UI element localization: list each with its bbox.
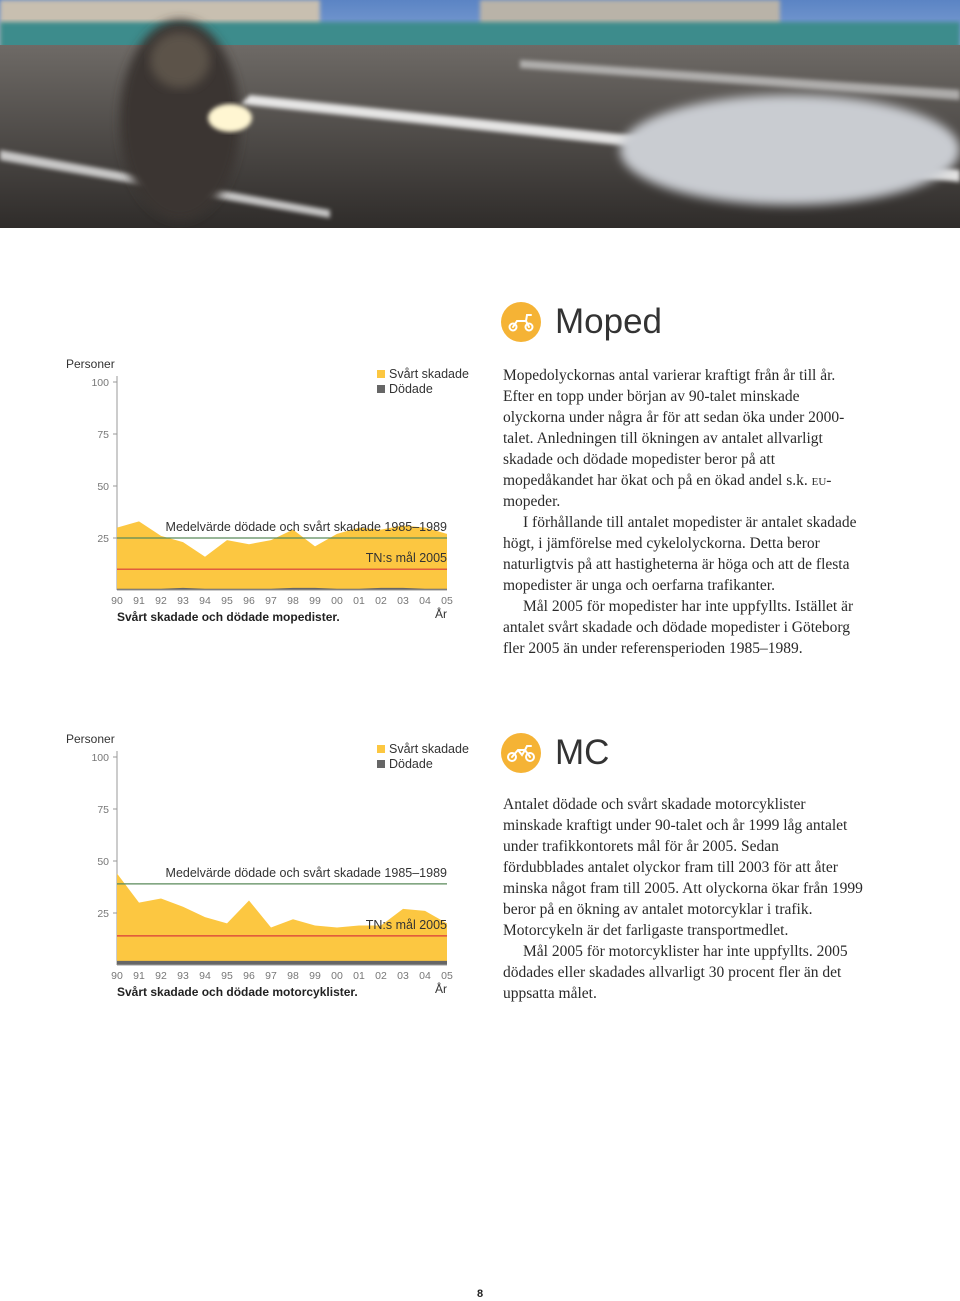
moped-title: Moped — [555, 302, 663, 341]
x-tick-label: 04 — [419, 970, 431, 982]
y-tick-label: 50 — [97, 856, 109, 868]
moped-paragraph-1: Mopedolyckornas antal varierar kraftigt från år till år. Efter en topp under början av 90-talet minskade olyckorna under några år för att sedan öka under 2000-talet. Anledningen till ökningen av antalet allvarligt skadade och dödade mopedister beror på att mopedåkandet har ökat och på en ökad andel s.k. eu-mopeder. — [503, 367, 845, 510]
legend-label-0: Svårt skadade — [389, 742, 469, 756]
y-axis-label: Personer — [66, 732, 115, 746]
moped-paragraph-3: Mål 2005 för mopedister har inte uppfyllts. Istället är antalet svårt skadade och dödade mopedister i Göteborg fler 2005 än under referensperioden 1985–1989. — [503, 598, 854, 657]
moped-body-text — [503, 365, 863, 659]
y-tick-label: 25 — [97, 533, 109, 545]
area-series-1-1 — [117, 961, 447, 965]
reference-line-label-0: Medelvärde dödade och svårt skadade 1985–1989 — [165, 865, 447, 880]
x-tick-label: 91 — [133, 970, 145, 982]
reference-line-label-1: TN:s mål 2005 — [365, 917, 447, 932]
y-tick-label: 75 — [97, 804, 109, 816]
x-tick-label: 03 — [397, 970, 409, 982]
mc-paragraph-2: Mål 2005 för motorcyklister har inte uppfyllts. 2005 dödades eller skadades allvarligt 30 procent fler än det uppsatta målet. — [503, 943, 848, 1002]
y-axis-label: Personer — [66, 357, 115, 371]
x-tick-label: 93 — [177, 595, 189, 607]
chart-svg — [62, 730, 469, 1010]
y-tick-label: 75 — [97, 429, 109, 441]
x-tick-label: 94 — [199, 970, 211, 982]
legend-label-1: Dödade — [389, 757, 433, 771]
legend-swatch-0 — [377, 745, 385, 753]
legend-label-1: Dödade — [389, 382, 433, 396]
legend-swatch-1 — [377, 385, 385, 393]
x-tick-label: 96 — [243, 970, 255, 982]
mc-section-header — [501, 733, 609, 773]
y-tick-label: 100 — [91, 377, 109, 389]
chart-caption: Svårt skadade och dödade mopedister. — [117, 610, 340, 624]
y-tick-label: 50 — [97, 481, 109, 493]
moped-section-header — [501, 302, 662, 342]
reference-line-label-1: TN:s mål 2005 — [365, 551, 447, 566]
x-tick-label: 02 — [375, 970, 387, 982]
x-tick-label: 03 — [397, 595, 409, 607]
x-tick-label: 05 — [441, 595, 453, 607]
x-axis-label: År — [435, 607, 447, 621]
x-tick-label: 96 — [243, 595, 255, 607]
x-tick-label: 95 — [221, 970, 233, 982]
x-tick-label: 92 — [155, 970, 167, 982]
x-tick-label: 05 — [441, 970, 453, 982]
x-tick-label: 04 — [419, 595, 431, 607]
chart-caption: Svårt skadade och dödade motorcyklister. — [117, 985, 358, 999]
x-tick-label: 90 — [111, 970, 123, 982]
mc-paragraph-1: Antalet dödade och svårt skadade motorcyklister minskade kraftigt under 90-talet och år 1999 låg antalet under trafikkontorets mål för år 2005. Sedan fördubblades antalet olyckor fram till 2003 för att åter minska något fram till 2005. Att olyckorna ökar från 1999 beror på en ökning av antalet motorcyklar i trafik. Motorcykeln är det farligaste transportmedlet. — [503, 796, 863, 939]
chart-svg — [62, 355, 469, 635]
x-tick-label: 95 — [221, 595, 233, 607]
moped-chart — [62, 355, 469, 635]
page-number: 8 — [476, 1288, 484, 1300]
x-tick-label: 01 — [353, 595, 365, 607]
x-tick-label: 97 — [265, 595, 277, 607]
x-tick-label: 02 — [375, 595, 387, 607]
mc-title: MC — [555, 733, 610, 772]
legend-swatch-1 — [377, 760, 385, 768]
x-tick-label: 00 — [331, 595, 343, 607]
header-photo — [0, 0, 960, 228]
x-tick-label: 93 — [177, 970, 189, 982]
mc-chart — [62, 730, 469, 1010]
moped-paragraph-2: I förhållande till antalet mopedister är antalet skadade högt, i jämförelse med cykelolyckorna. Detta beror naturligtvis på att hastigheterna är höga och att de flesta mopedister är unga och oerfarna trafikanter. — [503, 514, 857, 594]
x-tick-label: 91 — [133, 595, 145, 607]
x-tick-label: 90 — [111, 595, 123, 607]
motorcycle-icon — [501, 733, 541, 773]
x-tick-label: 99 — [309, 595, 321, 607]
x-tick-label: 99 — [309, 970, 321, 982]
x-tick-label: 00 — [331, 970, 343, 982]
x-axis-label: År — [435, 982, 447, 996]
x-tick-label: 94 — [199, 595, 211, 607]
x-tick-label: 98 — [287, 595, 299, 607]
motorcyclist-on-bridge-photo — [0, 0, 960, 228]
mc-body-text — [503, 794, 863, 1004]
x-tick-label: 97 — [265, 970, 277, 982]
y-tick-label: 100 — [91, 752, 109, 764]
x-tick-label: 98 — [287, 970, 299, 982]
x-tick-label: 01 — [353, 970, 365, 982]
reference-line-label-0: Medelvärde dödade och svårt skadade 1985–1989 — [165, 520, 447, 534]
legend-swatch-0 — [377, 370, 385, 378]
x-tick-label: 92 — [155, 595, 167, 607]
y-tick-label: 25 — [97, 908, 109, 920]
scooter-icon — [501, 302, 541, 342]
legend-label-0: Svårt skadade — [389, 367, 469, 381]
